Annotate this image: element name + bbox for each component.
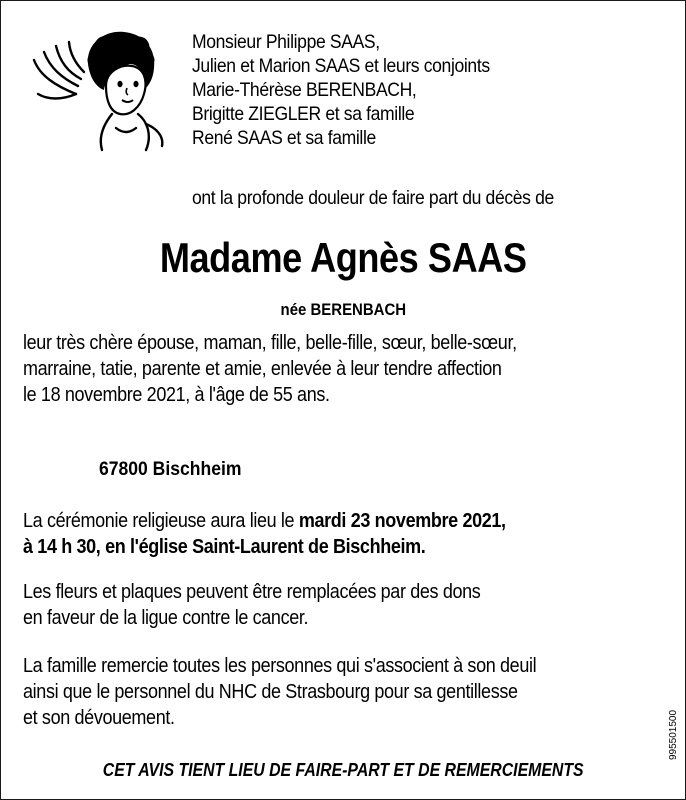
ceremony-prefix: La cérémonie religieuse aura lieu le xyxy=(23,510,299,532)
flowers-line: en faveur de la ligue contre le cancer. xyxy=(23,607,309,629)
family-line: Brigitte ZIEGLER et sa famille xyxy=(192,103,415,125)
ceremony-paragraph xyxy=(23,508,506,560)
wing xyxy=(34,42,84,99)
deceased-name xyxy=(0,232,686,284)
intro-text: ont la profonde douleur de faire part du décès de xyxy=(192,187,554,209)
description-paragraph xyxy=(23,330,517,408)
deceased-name-text: Madame Agnès SAAS xyxy=(159,234,527,281)
description-line: leur très chère épouse, maman, fille, belle-fille, sœur, belle-sœur, xyxy=(23,332,517,354)
footer-notice xyxy=(0,758,686,782)
footer-text: CET AVIS TIENT LIEU DE FAIRE-PART ET DE REMERCIEMENTS xyxy=(102,760,584,780)
ceremony-line-2 xyxy=(23,534,506,560)
ceremony-line-1 xyxy=(23,508,506,534)
family-line: René SAAS et sa famille xyxy=(192,127,376,149)
flowers-paragraph xyxy=(23,579,480,631)
thanks-line: ainsi que le personnel du NHC de Strasbourg pour sa gentillesse xyxy=(23,681,518,703)
city-line: 67800 Bischheim xyxy=(99,458,242,480)
flowers-line: Les fleurs et plaques peuvent être remplacées par des dons xyxy=(23,581,481,603)
family-line: Monsieur Philippe SAAS, xyxy=(192,31,380,53)
family-line: Marie-Thérèse BERENBACH, xyxy=(192,79,417,101)
thanks-line: et son dévouement. xyxy=(23,707,175,729)
thanks-line: La famille remercie toutes les personnes qui s'associent à son deuil xyxy=(23,655,537,677)
thanks-paragraph xyxy=(23,653,536,731)
description-line: le 18 novembre 2021, à l'âge de 55 ans. xyxy=(23,384,330,406)
family-line: Julien et Marion SAAS et leurs conjoints xyxy=(192,55,490,77)
description-line: marraine, tatie, parente et amie, enlevée à leur tendre affection xyxy=(23,358,502,380)
ceremony-date: mardi 23 novembre 2021, xyxy=(298,510,506,532)
birth-name-text: née BERENBACH xyxy=(280,300,406,319)
cherub-body xyxy=(101,114,149,150)
reference-number: 995501500 xyxy=(668,709,679,760)
family-list xyxy=(192,30,490,150)
birth-name xyxy=(0,299,686,321)
ceremony-place: à 14 h 30, en l'église Saint-Laurent de Bischheim. xyxy=(23,536,426,558)
cherub-illustration xyxy=(26,24,166,159)
